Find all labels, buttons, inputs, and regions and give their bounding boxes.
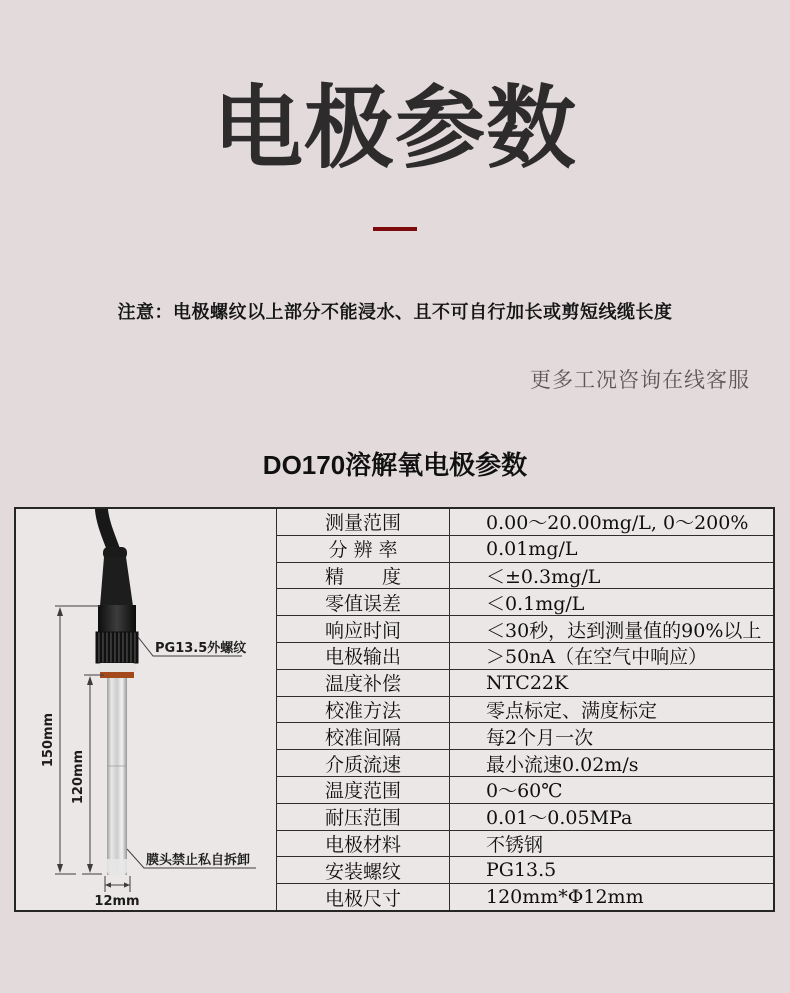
dim-150mm-label: 150mm (41, 712, 56, 768)
white-ring (98, 663, 136, 672)
cable-boot (100, 557, 133, 606)
spec-value: 每2个月一次 (486, 726, 594, 749)
membrane-callout-label: 膜头禁止私自拆卸 (146, 853, 251, 868)
page-title: 电极参数 (213, 76, 577, 181)
spec-label: 校准方法 (277, 697, 450, 723)
membrane-callout (127, 849, 256, 868)
thread-callout-label: PG13.5外螺纹 (155, 641, 247, 656)
warning-text: 注意：电极螺纹以上部分不能浸水、且不可自行加长或剪短线缆长度 (117, 302, 673, 322)
spec-value: 0.00～20.00mg/L, 0～200% (486, 512, 749, 535)
table-row (277, 831, 773, 858)
spec-table (277, 509, 773, 910)
spec-value: 120mm*Φ12mm (486, 886, 644, 909)
spec-value: ＜0.1mg/L (486, 592, 585, 615)
spec-label: 耐压范围 (277, 804, 450, 830)
table-row (277, 723, 773, 750)
spec-label: 温度补偿 (277, 670, 450, 696)
electrode-diagram (16, 509, 277, 910)
spec-value: ＜±0.3mg/L (486, 566, 601, 588)
table-row (277, 670, 773, 697)
spec-label: 电极输出 (277, 643, 450, 669)
spec-value: ＜30秒，达到测量值的90%以上 (486, 619, 762, 642)
spec-label: 精 度 (277, 563, 450, 589)
spec-value: 0～60℃ (486, 780, 563, 803)
spec-label: 测量范围 (277, 509, 450, 535)
dimension-12mm (94, 876, 139, 909)
thread-callout (138, 637, 246, 656)
electrode-body (98, 605, 136, 633)
dim-12mm-label: 12mm (94, 894, 140, 909)
spec-value: 0.01～0.05MPa (486, 807, 633, 830)
spec-label: 零值误差 (277, 589, 450, 615)
orange-seal-ring (100, 672, 134, 678)
spec-value: 0.01mg/L (486, 537, 578, 560)
thread-section (96, 632, 138, 663)
dim-120mm-label: 120mm (71, 749, 86, 805)
section-title: DO170溶解氧电极参数 (262, 450, 528, 480)
table-row (277, 857, 773, 884)
dimension-120mm (71, 675, 104, 874)
table-row (277, 616, 773, 643)
table-row (277, 884, 773, 910)
service-note: 更多工况咨询在线客服 (530, 369, 750, 392)
table-row (277, 643, 773, 670)
spec-label: 电极尺寸 (277, 884, 450, 910)
table-row (277, 804, 773, 831)
spec-panel (14, 507, 775, 912)
spec-value: NTC22K (486, 671, 569, 694)
spec-value: 最小流速0.02m/s (486, 753, 639, 776)
spec-label: 校准间隔 (277, 723, 450, 749)
table-row (277, 750, 773, 777)
spec-label: 温度范围 (277, 777, 450, 803)
probe-shaft (107, 678, 127, 875)
table-row (277, 589, 773, 616)
dimension-150mm (41, 606, 100, 874)
spec-label: 介质流速 (277, 750, 450, 776)
table-row (277, 697, 773, 724)
table-row (277, 563, 773, 590)
table-row (277, 777, 773, 804)
spec-value: 不锈钢 (486, 833, 544, 856)
spec-value: ＞50nA（在空气中响应） (486, 646, 708, 669)
spec-label: 分 辨 率 (277, 536, 450, 562)
membrane-cap (107, 859, 127, 876)
spec-value: 零点标定、满度标定 (486, 699, 658, 722)
cable (102, 510, 115, 551)
electrode-diagram-svg (16, 509, 276, 910)
spec-value: PG13.5 (486, 859, 557, 882)
table-row (277, 509, 773, 536)
spec-label: 响应时间 (277, 616, 450, 642)
title-divider (373, 227, 417, 231)
table-row (277, 536, 773, 563)
spec-label: 安装螺纹 (277, 857, 450, 883)
spec-label: 电极材料 (277, 831, 450, 857)
